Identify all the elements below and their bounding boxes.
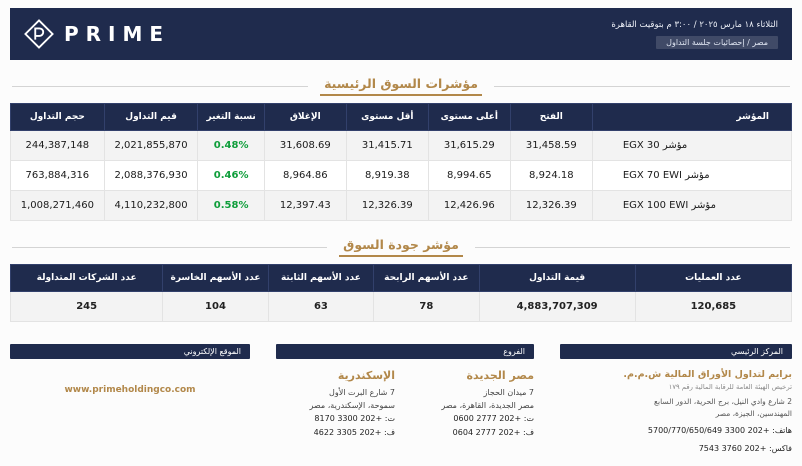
- gaining-stocks-cell: 78: [374, 292, 479, 322]
- brand: [24, 19, 170, 49]
- open-cell: 12,326.39: [510, 191, 592, 221]
- website-column: [10, 344, 250, 455]
- col-close: الإغلاق: [264, 104, 346, 131]
- divider-line: [12, 247, 327, 248]
- section-title-main-indices: [12, 76, 790, 96]
- traded-companies-cell: 245: [11, 292, 163, 322]
- close-cell: 8,964.86: [264, 161, 346, 191]
- head-office-address: المهندسين، الجيزة، مصر: [715, 409, 792, 418]
- branch-tel: ت: +202 3300 8170: [314, 414, 395, 424]
- market-quality-row: [11, 292, 792, 322]
- index-name-cell: مؤشر EGX 100 EWI: [592, 191, 791, 221]
- head-office-column: [560, 344, 792, 455]
- branch-name: مصر الجديدة: [466, 369, 534, 382]
- divider-line: [12, 86, 308, 87]
- high-cell: 8,994.65: [428, 161, 510, 191]
- branch-name: الإسكندرية: [337, 369, 395, 382]
- value-cell: 4,110,232,800: [104, 191, 198, 221]
- head-office-address: 2 شارع وادي النيل، برج الحرية، الدور السابع: [654, 397, 792, 406]
- col-traded-companies: عدد الشركات المتداولة: [11, 265, 163, 292]
- branch-address: 7 ميدان الحجاز: [483, 388, 534, 397]
- report-context: مصر / إحصائيات جلسة التداول: [656, 36, 778, 49]
- col-index: المؤشر: [592, 104, 791, 131]
- col-value: قيم التداول: [104, 104, 198, 131]
- section-title-market-quality: [12, 237, 790, 257]
- change-cell: 0.58%: [198, 191, 264, 221]
- volume-cell: 763,884,316: [11, 161, 105, 191]
- company-name: برايم لتداول الأوراق المالية ش.م.م.: [623, 369, 792, 380]
- header-meta: [611, 20, 778, 49]
- index-name-cell: مؤشر EGX 70 EWI: [592, 161, 791, 191]
- low-cell: 12,326.39: [346, 191, 428, 221]
- value-cell: 2,088,376,930: [104, 161, 198, 191]
- main-indices-table: [10, 103, 792, 221]
- low-cell: 8,919.38: [346, 161, 428, 191]
- col-open: الفتح: [510, 104, 592, 131]
- col-losing-stocks: عدد الأسهم الخاسرة: [163, 265, 268, 292]
- branch-heliopolis: [415, 369, 534, 439]
- volume-cell: 244,387,148: [11, 131, 105, 161]
- prime-logo-icon: [24, 19, 54, 49]
- license-line: ترخيص الهيئة العامة للرقابة المالية رقم ١٧٩: [668, 383, 792, 391]
- branch-address: سموحة، الإسكندرية، مصر: [309, 401, 395, 411]
- head-office-info: [560, 369, 792, 455]
- transactions-cell: 120,685: [635, 292, 791, 322]
- col-volume: حجم التداول: [11, 104, 105, 131]
- row-egx70ewi: [11, 161, 792, 191]
- branches-badge: الفروع: [276, 344, 534, 359]
- open-cell: 8,924.18: [510, 161, 592, 191]
- branch-address: 7 شارع البرت الأول: [329, 388, 395, 397]
- branch-address: مصر الجديدة، القاهرة، مصر: [441, 401, 534, 411]
- market-quality-header-row: [11, 265, 792, 292]
- open-cell: 31,458.59: [510, 131, 592, 161]
- unchanged-stocks-cell: 63: [268, 292, 373, 322]
- branch-fax: ف: +202 3305 4622: [313, 427, 395, 437]
- market-quality-table: [10, 264, 792, 322]
- close-cell: 31,608.69: [264, 131, 346, 161]
- row-egx30: [11, 131, 792, 161]
- head-office-tel: هاتف: +202 3300 5700/770/650/649: [647, 426, 792, 435]
- main-indices-header-row: [11, 104, 792, 131]
- section-title-text: مؤشرات السوق الرئيسية: [320, 76, 482, 96]
- trading-value-cell: 4,883,707,309: [479, 292, 635, 322]
- header-bar: [10, 8, 792, 60]
- col-high: أعلى مستوى: [428, 104, 510, 131]
- high-cell: 31,615.29: [428, 131, 510, 161]
- col-change: نسبة التغير: [198, 104, 264, 131]
- value-cell: 2,021,855,870: [104, 131, 198, 161]
- change-cell: 0.48%: [198, 131, 264, 161]
- branches-list: [276, 369, 534, 439]
- website-badge: الموقع الإلكتروني: [10, 344, 250, 359]
- change-cell: 0.46%: [198, 161, 264, 191]
- col-unchanged-stocks: عدد الأسهم الثابتة: [268, 265, 373, 292]
- footer: [10, 344, 792, 455]
- head-office-badge: المركز الرئيسي: [560, 344, 792, 359]
- divider-line: [494, 86, 790, 87]
- volume-cell: 1,008,271,460: [11, 191, 105, 221]
- branches-column: [276, 344, 534, 455]
- divider-line: [475, 247, 790, 248]
- brand-name: PRIME: [64, 22, 171, 46]
- row-egx100ewi: [11, 191, 792, 221]
- high-cell: 12,426.96: [428, 191, 510, 221]
- head-office-fax: فاكس: +202 3760 7543: [698, 443, 792, 453]
- losing-stocks-cell: 104: [163, 292, 268, 322]
- website-url[interactable]: www.primeholdingco.com: [64, 385, 196, 395]
- report-date: الثلاثاء ١٨ مارس ٢٠٢٥ / ٣:٠٠ م بتوقيت القاهرة: [611, 19, 778, 30]
- col-low: أقل مستوى: [346, 104, 428, 131]
- low-cell: 31,415.71: [346, 131, 428, 161]
- branch-fax: ف: +202 2777 0604: [452, 427, 534, 437]
- section-title-text: مؤشر جودة السوق: [339, 237, 463, 257]
- index-name-cell: مؤشر EGX 30: [592, 131, 791, 161]
- col-transactions: عدد العمليات: [635, 265, 791, 292]
- col-trading-value: قيمة التداول: [479, 265, 635, 292]
- close-cell: 12,397.43: [264, 191, 346, 221]
- col-gaining-stocks: عدد الأسهم الرابحة: [374, 265, 479, 292]
- branch-alexandria: [276, 369, 395, 439]
- branch-tel: ت: +202 2777 0600: [453, 414, 534, 424]
